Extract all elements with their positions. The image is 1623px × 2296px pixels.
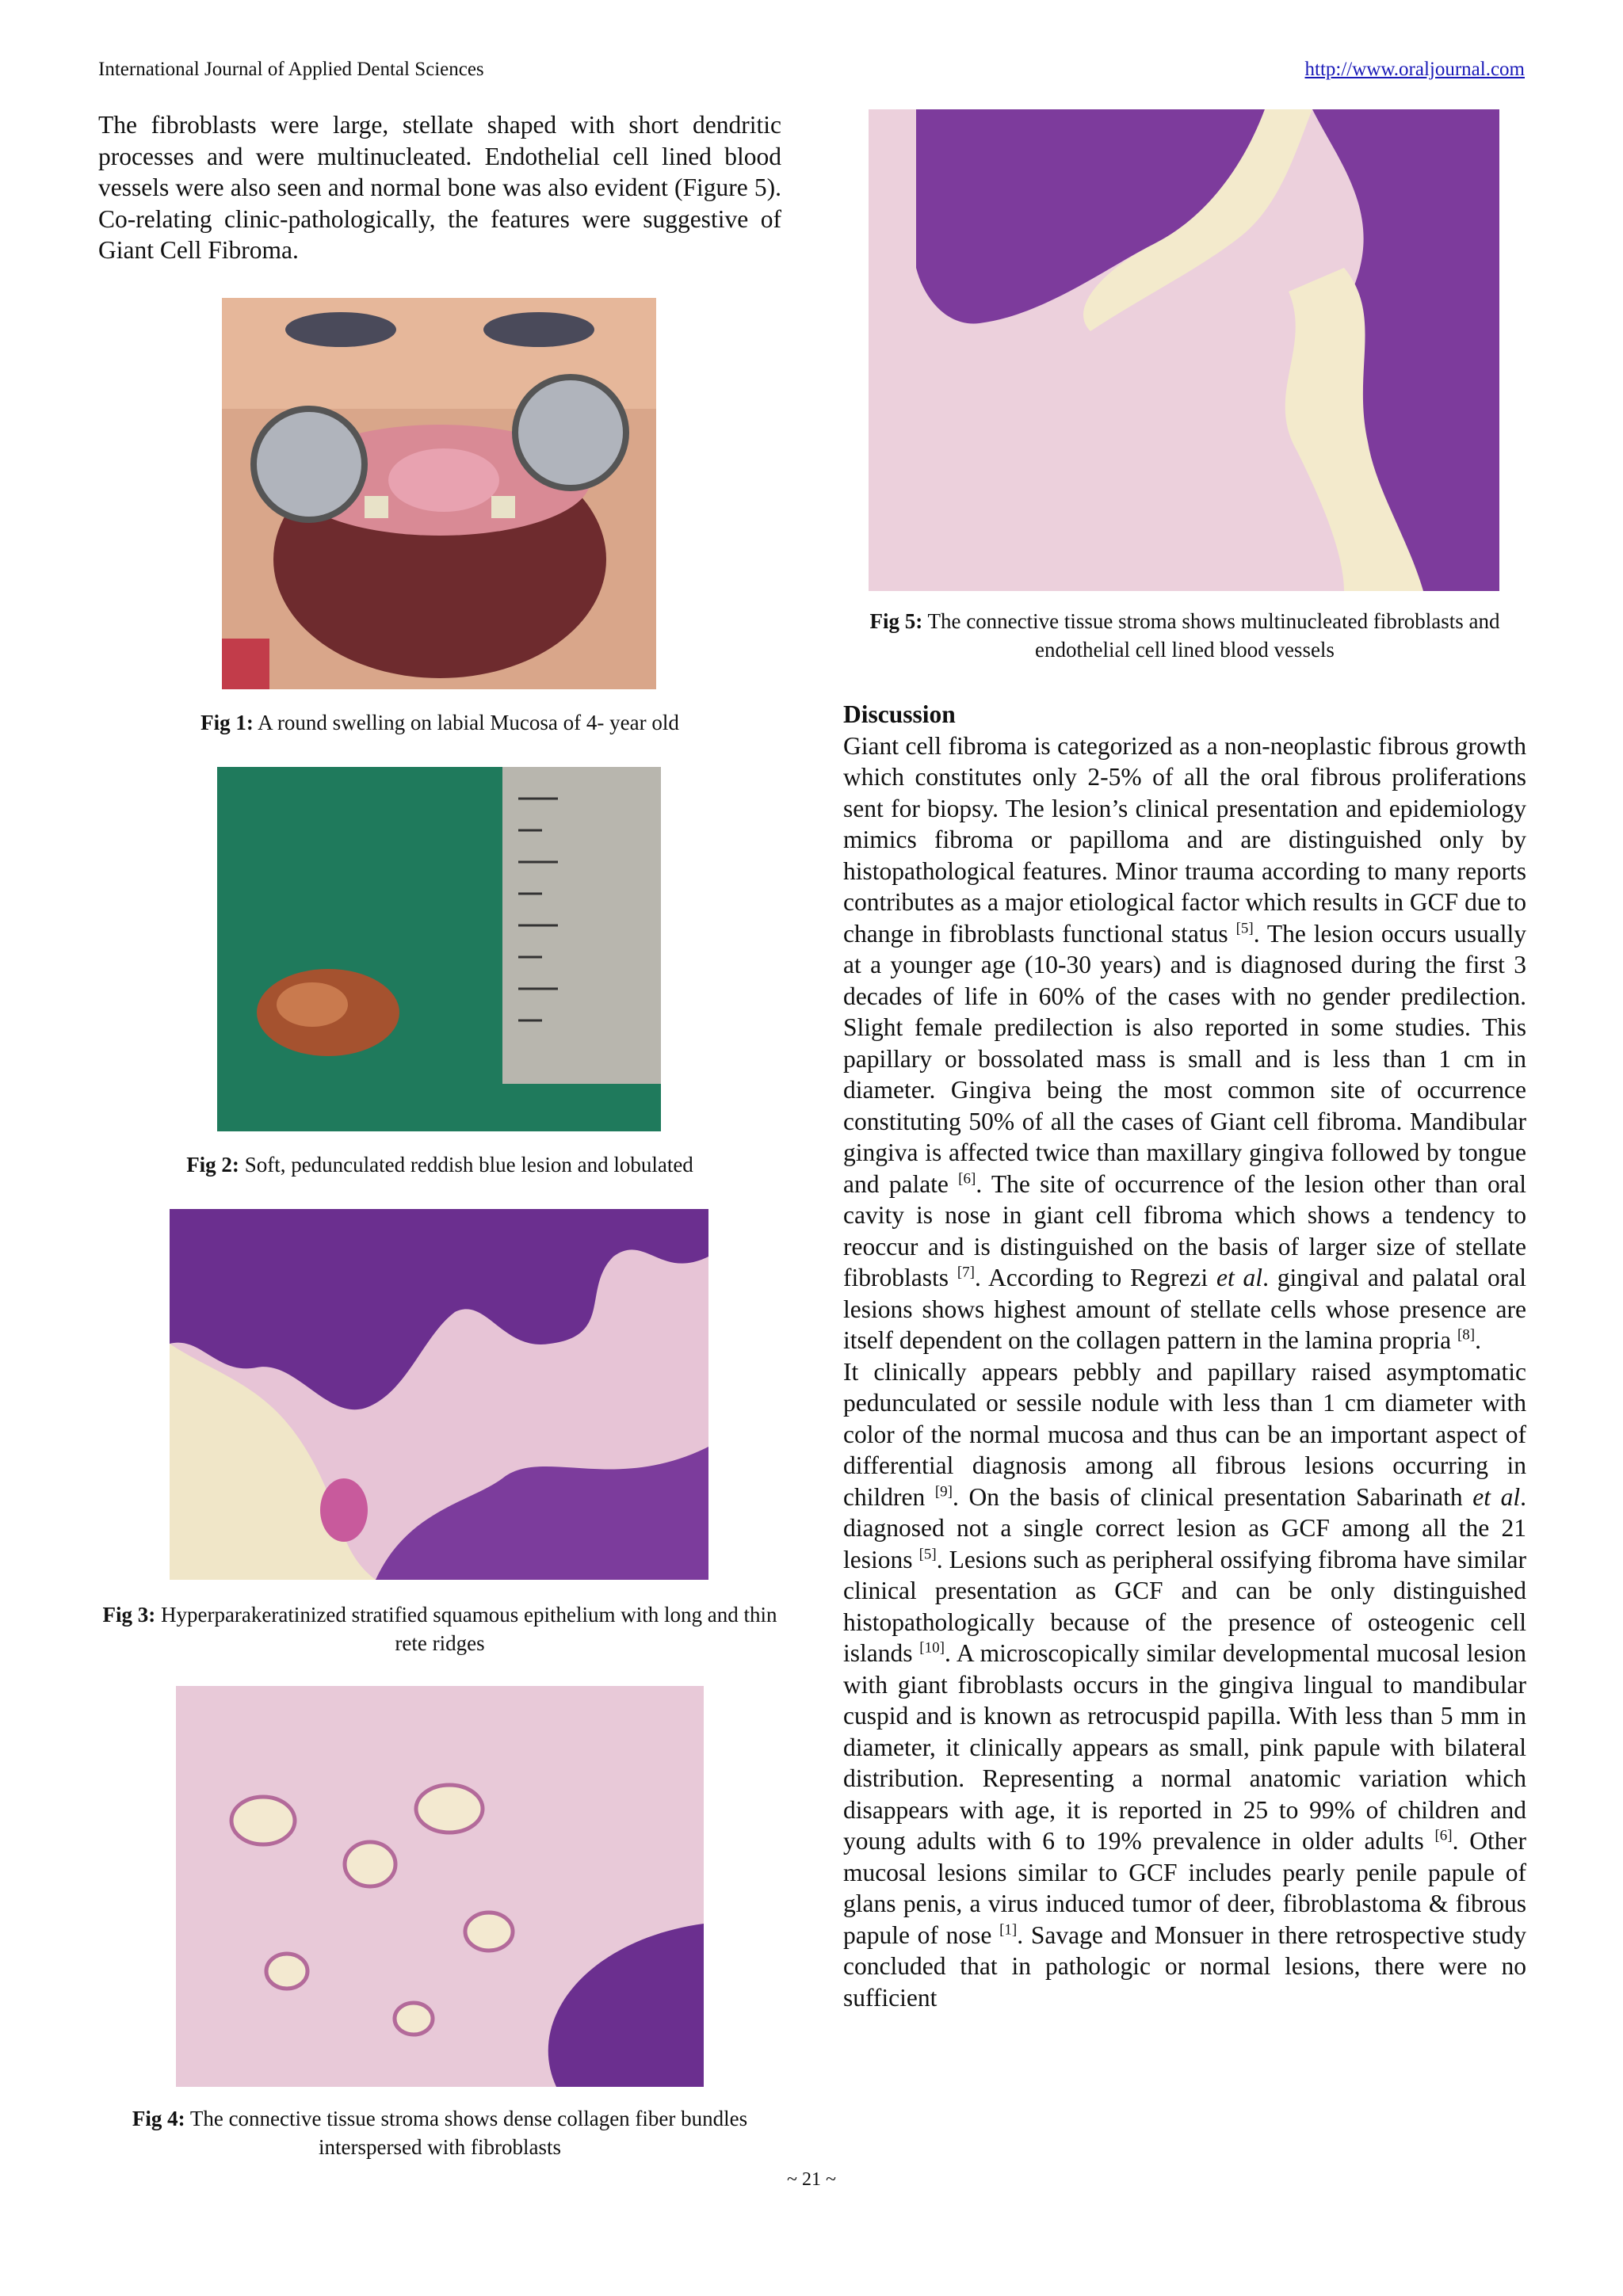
citation: [5] <box>1235 920 1254 936</box>
citation: [6] <box>1434 1827 1453 1844</box>
fig2-specimen-photo <box>217 767 661 1131</box>
fig2-text: Soft, pedunculated reddish blue lesion and lobulated <box>239 1153 693 1177</box>
discussion-paragraph-1: Giant cell fibroma is categorized as a non-neoplastic fibrous growth which constitutes only 2-5% of all the oral fibrous proliferations sent for biopsy. The lesion’s clinical presentation and epidemiology mimics fibroma or papilloma and are distinguished only by histopathological features. Minor trauma according to many reports contributes as a major etiological factor which results in GCF due to change in fibroblasts functional status [5]. The lesion occurs usually at a younger age (10-30 years) and is diagnosed during the first 3 decades of life in 60% of the cases with no gender predilection. Slight female predilection is also reported in some studies. This papillary or bossolated mass is small and is less than 1 cm in diameter. Gingiva being the most common site of occurrence constituting 50% of all the cases of Giant cell fibroma. Mandibular gingiva is affected twice than maxillary gingiva followed by tongue and palate [6]. The site of occurrence of the lesion other than oral cavity is nose in giant cell fibroma which shows a tendency to reoccur and is distinguished on the basis of larger size of stellate fibroblasts [7]. According to Regrezi et al. gingival and palatal oral lesions shows highest amount of stellate cells whose presence are itself dependent on the collagen pattern in the lamina propria [8]. <box>843 731 1527 1354</box>
fig4-caption <box>98 2104 781 2161</box>
citation: [1] <box>999 1921 1018 1938</box>
fig3-histology-image <box>170 1209 708 1580</box>
citation: [6] <box>958 1170 976 1187</box>
fig3-label: Fig 3: <box>102 1603 156 1627</box>
intro-paragraph: The fibroblasts were large, stellate shaped with short dendritic processes and were multinucleated. Endothelial cell lined blood vessels were also seen and normal bone was also evident (Figure 5). Co-relating clinic-pathologically, the features were suggestive of Giant Cell Fibroma. <box>98 111 781 264</box>
journal-url-link[interactable]: http://www.oraljournal.com <box>1304 59 1525 80</box>
fig1-caption <box>98 708 781 737</box>
citation: [7] <box>957 1264 975 1281</box>
fig5-histology-image <box>869 109 1499 591</box>
fig4-label: Fig 4: <box>132 2107 185 2130</box>
running-header <box>98 59 1525 90</box>
fig5-label: Fig 5: <box>869 609 923 633</box>
fig4-histology-image <box>176 1686 704 2087</box>
discussion-paragraph-2: It clinically appears pebbly and papillary raised asymptomatic pedunculated or sessile nodule with less than 1 cm diameter with color of the normal mucosa and thus can be an important aspect of differential diagnosis among all fibrous lesions occurring in children [9]. On the basis of clinical presentation Sabarinath et al. diagnosed not a single correct lesion as GCF among all the 21 lesions [5]. Lesions such as peripheral ossifying fibroma have similar clinical presentation as GCF and can be only distinguished histopathologically because of the presence of osteogenic cell islands [10]. A microscopically similar developmental mucosal lesion with giant fibroblasts occurs in the gingiva lingual to mandibular cuspid and is known as retrocuspid papilla. With less than 5 mm in diameter, it clinically appears as small, pink papule with bilateral distribution. Representing a normal anatomic variation which disappears with age, it is reported in 25 to 99% of children and young adults with 6 to 19% prevalence in older adults [6]. Other mucosal lesions similar to GCF includes pearly penile papule of glans penis, a virus induced tumor of deer, fibroblastoma & fibrous papule of nose [1]. Savage and Monsuer in there retrospective study concluded that in pathologic or normal lesions, there were no sufficient <box>843 1357 1526 2012</box>
fig2-label: Fig 2: <box>186 1153 239 1177</box>
fig2-caption <box>98 1150 781 1179</box>
journal-name: International Journal of Applied Dental Sciences <box>98 59 484 80</box>
fig3-text: Hyperparakeratinized stratified squamous epithelium with long and thin rete ridges <box>155 1603 777 1655</box>
discussion-heading: Discussion <box>843 700 956 728</box>
citation: [9] <box>934 1483 953 1500</box>
fig4-text: The connective tissue stroma shows dense collagen fiber bundles interspersed with fibroblasts <box>185 2107 748 2159</box>
fig3-caption <box>98 1600 781 1657</box>
page-number: ~ 21 ~ <box>787 2169 836 2190</box>
fig5-text: The connective tissue stroma shows multinucleated fibroblasts and endothelial cell lined blood vessels <box>922 609 1500 662</box>
fig1-clinical-photo <box>222 298 656 689</box>
fig1-text: A round swelling on labial Mucosa of 4- year old <box>253 711 679 734</box>
citation: [10] <box>919 1639 945 1657</box>
discussion-section <box>843 699 1526 2013</box>
fig1-label: Fig 1: <box>200 711 254 734</box>
citation: [5] <box>918 1546 937 1562</box>
fig5-caption <box>843 607 1526 664</box>
citation: [8] <box>1457 1326 1476 1344</box>
